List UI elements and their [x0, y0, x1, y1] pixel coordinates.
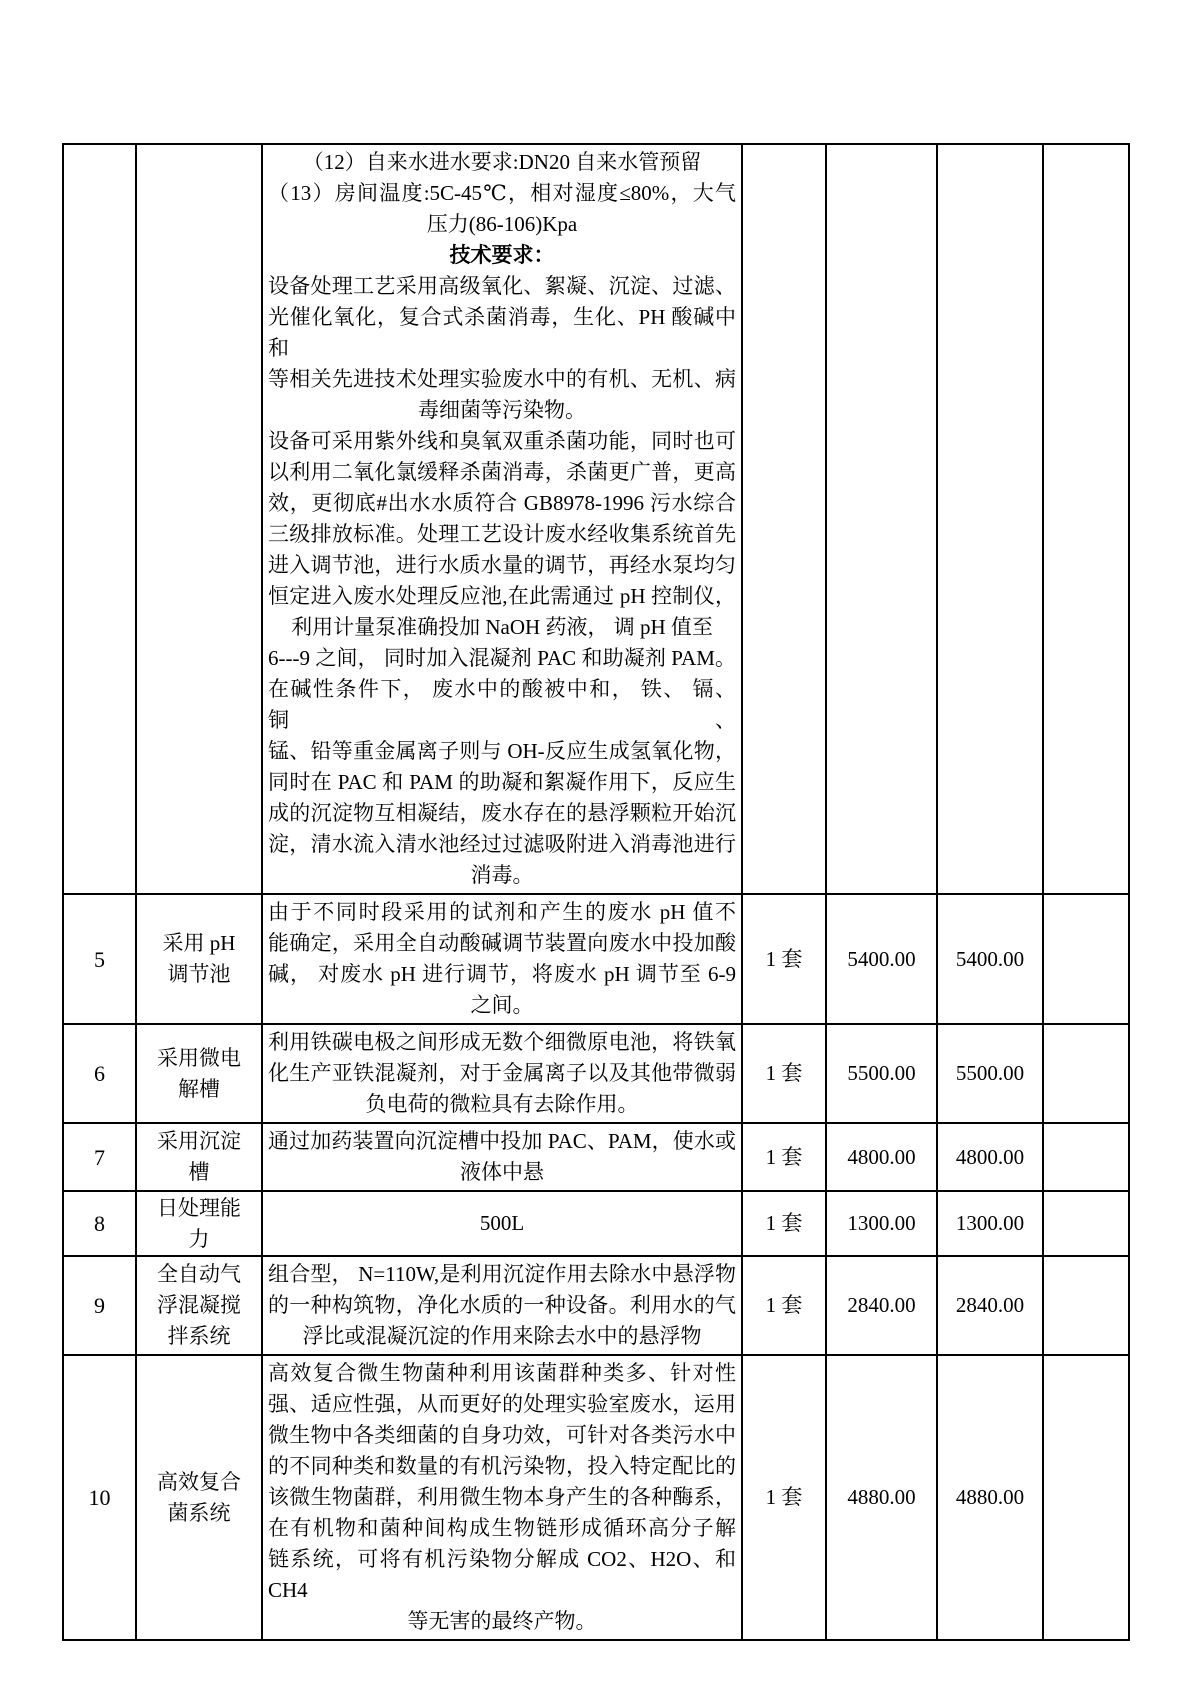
equipment-spec-table [62, 143, 1130, 1641]
unit-price-cell: 4880.00 [826, 1355, 937, 1640]
unit-price-cell: 2840.00 [826, 1256, 937, 1355]
item-description-cell [262, 1123, 742, 1191]
description-line: 压力(86-106)Kpa [426, 212, 578, 236]
item-name-cell: 采用沉淀槽 [136, 1123, 262, 1191]
item-name-cell: 全自动气浮混凝搅拌系统 [136, 1256, 262, 1355]
note-cell [1043, 144, 1129, 894]
item-description-cell [262, 1256, 742, 1355]
quantity-cell [742, 144, 826, 894]
quantity-cell: 1 套 [742, 894, 826, 1024]
description-line: 6---9 之间， 同时加入混凝剂 PAC 和助凝剂 PAM。 [268, 646, 736, 670]
table-row-item4-continuation [63, 144, 1129, 894]
total-price-cell: 1300.00 [937, 1191, 1043, 1256]
unit-price-cell: 5400.00 [826, 894, 937, 1024]
item-name-cell [136, 144, 262, 894]
description-line: 化生产亚铁混凝剂，对于金属离子以及其他带微弱 [268, 1061, 736, 1085]
description-line: 设备可采用紫外线和臭氧双重杀菌功能，同时也可 [268, 429, 736, 453]
description-line: 强、适应性强，从而更好的处理实验室废水，运用 [268, 1392, 736, 1416]
table-row-item7 [63, 1123, 1129, 1191]
description-line: 消毒。 [470, 863, 534, 887]
description-line: 同时在 PAC 和 PAM 的助凝和絮凝作用下，反应生 [268, 770, 736, 794]
note-cell [1043, 1191, 1129, 1256]
note-cell [1043, 1024, 1129, 1123]
description-lines [268, 1259, 736, 1352]
description-line: 的一种构筑物，净化水质的一种设备。利用水的气 [268, 1293, 736, 1317]
total-price-cell: 4800.00 [937, 1123, 1043, 1191]
table-row-item6 [63, 1024, 1129, 1123]
note-cell [1043, 894, 1129, 1024]
table-row-item10 [63, 1355, 1129, 1640]
description-lines [268, 1208, 736, 1239]
description-line: 由于不同时段采用的试剂和产生的废水 pH 值不 [268, 900, 736, 924]
note-cell [1043, 1123, 1129, 1191]
description-line: 毒细菌等污染物。 [418, 398, 586, 422]
description-line: 高效复合微生物菌种利用该菌群种类多、针对性 [268, 1361, 736, 1385]
quantity-cell: 1 套 [742, 1191, 826, 1256]
unit-price-cell: 1300.00 [826, 1191, 937, 1256]
description-line: 效，更彻底#出水水质符合 GB8978-1996 污水综合 [268, 491, 736, 515]
total-price-cell: 4880.00 [937, 1355, 1043, 1640]
description-line: 光催化氧化，复合式杀菌消毒，生化、PH 酸碱中和 [268, 305, 736, 360]
description-line: 进入调节池，进行水质水量的调节，再经水泵均匀 [268, 553, 736, 577]
quantity-cell: 1 套 [742, 1355, 826, 1640]
description-line: 500L [479, 1211, 525, 1235]
note-cell [1043, 1256, 1129, 1355]
item-description-cell [262, 1191, 742, 1256]
description-line: 三级排放标准。处理工艺设计废水经收集系统首先 [268, 522, 736, 546]
description-lines [268, 147, 736, 891]
item-description-cell [262, 144, 742, 894]
unit-price-cell: 4800.00 [826, 1123, 937, 1191]
quantity-cell: 1 套 [742, 1123, 826, 1191]
description-line: 微生物中各类细菌的自身功效，可针对各类污水中 [268, 1423, 736, 1447]
total-price-cell: 2840.00 [937, 1256, 1043, 1355]
description-line: 在碱性条件下， 废水中的酸被中和， 铁、 镉、 铜、 [268, 677, 736, 732]
total-price-cell: 5400.00 [937, 894, 1043, 1024]
description-line: 能确定，采用全自动酸碱调节装置向废水中投加酸 [268, 931, 736, 955]
description-line: 锰、铅等重金属离子则与 OH-反应生成氢氧化物， [268, 739, 736, 763]
description-line: 在有机物和菌种间构成生物链形成循环高分子解 [268, 1516, 736, 1540]
description-lines [268, 1126, 736, 1188]
item-name-cell: 日处理能力 [136, 1191, 262, 1256]
table-row-item9 [63, 1256, 1129, 1355]
item-number-cell: 5 [63, 894, 136, 1024]
description-lines [268, 1358, 736, 1637]
description-line: 成的沉淀物互相凝结，废水存在的悬浮颗粒开始沉 [268, 801, 736, 825]
description-line: 浮比或混凝沉淀的作用来除去水中的悬浮物 [302, 1324, 702, 1348]
unit-price-cell: 5500.00 [826, 1024, 937, 1123]
note-cell [1043, 1355, 1129, 1640]
description-line: 恒定进入废水处理反应池,在此需通过 pH 控制仪， [268, 584, 736, 608]
description-line: 碱， 对废水 pH 进行调节，将废水 pH 调节至 6-9 [268, 962, 736, 986]
item-number-cell: 8 [63, 1191, 136, 1256]
table-row-item5 [63, 894, 1129, 1024]
item-description-cell [262, 894, 742, 1024]
description-line: 等相关先进技术处理实验废水中的有机、无机、病 [268, 367, 736, 391]
item-name-cell: 采用 pH 调节池 [136, 894, 262, 1024]
description-line: 淀，清水流入清水池经过过滤吸附进入消毒池进行 [268, 832, 736, 856]
table-row-item8 [63, 1191, 1129, 1256]
description-line: 该微生物菌群，利用微生物本身产生的各种酶系， [268, 1485, 736, 1509]
description-line: 负电荷的微粒具有去除作用。 [365, 1092, 639, 1116]
description-line: （13）房间温度:5C-45℃，相对湿度≤80%，大气 [268, 181, 736, 205]
item-name-cell: 采用微电解槽 [136, 1024, 262, 1123]
item-description-cell [262, 1355, 742, 1640]
description-line: 的不同种类和数量的有机污染物，投入特定配比的 [268, 1454, 736, 1478]
item-number-cell: 7 [63, 1123, 136, 1191]
description-line: 链系统，可将有机污染物分解成 CO2、H2O、和 CH4 [268, 1547, 736, 1602]
description-line: 利用计量泵准确投加 NaOH 药液， 调 pH 值至 [291, 615, 713, 639]
quantity-cell: 1 套 [742, 1024, 826, 1123]
unit-price-cell [826, 144, 937, 894]
description-line: 技术要求： [449, 243, 555, 267]
item-number-cell: 9 [63, 1256, 136, 1355]
quantity-cell: 1 套 [742, 1256, 826, 1355]
item-name-cell: 高效复合菌系统 [136, 1355, 262, 1640]
total-price-cell [937, 144, 1043, 894]
description-line: 组合型， N=110W,是利用沉淀作用去除水中悬浮物 [268, 1262, 736, 1286]
item-number-cell: 6 [63, 1024, 136, 1123]
description-line: 利用铁碳电极之间形成无数个细微原电池，将铁氧 [268, 1030, 736, 1054]
description-line: 等无害的最终产物。 [407, 1609, 597, 1633]
description-line: 设备处理工艺采用高级氧化、絮凝、沉淀、过滤、 [268, 274, 736, 298]
item-number-cell [63, 144, 136, 894]
item-number-cell: 10 [63, 1355, 136, 1640]
description-line: 以利用二氧化氯缓释杀菌消毒，杀菌更广普，更高 [268, 460, 736, 484]
item-description-cell [262, 1024, 742, 1123]
description-lines [268, 897, 736, 1021]
description-line: 液体中悬 [460, 1160, 544, 1184]
total-price-cell: 5500.00 [937, 1024, 1043, 1123]
description-line: 通过加药装置向沉淀槽中投加 PAC、PAM，使水或 [268, 1129, 736, 1153]
description-line: （12）自来水进水要求:DN20 自来水管预留 [302, 150, 702, 174]
description-line: 之间。 [470, 993, 534, 1017]
description-lines [268, 1027, 736, 1120]
